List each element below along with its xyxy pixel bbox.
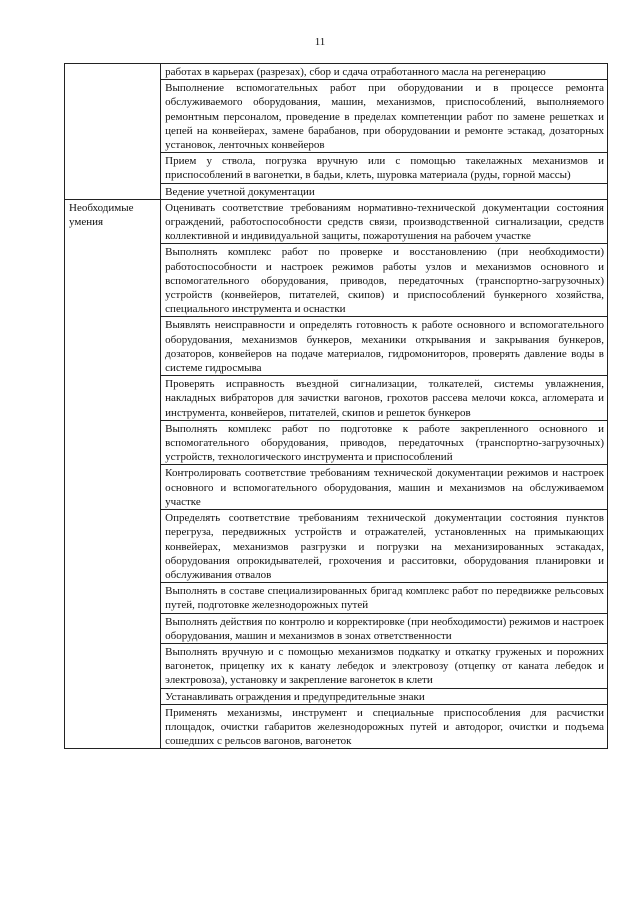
description-text: Выполнять вручную и с помощью механизмов подкатку и откатку груженых и порожних вагонеток, прицепку их к канату лебедок и электровозу (отцепку от каната лебедок и электровоза), установку и закрепление вагонеток в клети bbox=[165, 645, 604, 687]
description-cell bbox=[161, 704, 608, 749]
description-text: Ведение учетной документации bbox=[165, 185, 315, 198]
table-row bbox=[65, 199, 608, 244]
description-text: Устанавливать ограждения и предупредительные знаки bbox=[165, 690, 425, 703]
description-cell bbox=[161, 64, 608, 80]
description-cell bbox=[161, 153, 608, 183]
description-cell bbox=[161, 613, 608, 643]
description-cell bbox=[161, 183, 608, 199]
qualification-table bbox=[64, 63, 608, 749]
description-cell bbox=[161, 317, 608, 376]
description-cell bbox=[161, 80, 608, 153]
description-text: работах в карьерах (разрезах), сбор и сдача отработанного масла на регенерацию bbox=[165, 66, 546, 78]
row-group-label: Необходимые умения bbox=[65, 199, 161, 749]
description-text: Применять механизмы, инструмент и специальные приспособления для расчистки площадок, очистки габаритов железнодорожных путей и автодорог, очистки и подъема сошедших с рельсов вагонов, вагонеток bbox=[165, 706, 604, 748]
description-cell bbox=[161, 376, 608, 421]
description-text: Выполнение вспомогательных работ при оборудовании и в процессе ремонта обслуживаемого оборудования, машин, механизмов, приспособлений, выполняемого ремонтным персоналом, проведение в пределах компетенции работ по замене решетках и цепей на конвейерах, замене барабанов, при оборудовании и ремонте эстакад, дозаторных установок, ленточных конвейеров bbox=[165, 82, 604, 152]
description-cell bbox=[161, 465, 608, 510]
description-cell bbox=[161, 199, 608, 244]
description-text: Выполнять комплекс работ по проверке и восстановлению (при необходимости) работоспособности и настроек режимов работы узлов и механизмов основного и вспомогательного оборудования, приводов, передаточных (транспортно-загрузочных) устройств (конвейеров, питателей, скипов) и приспособлений бункерного хозяйства, специального инструмента и оснастки bbox=[165, 246, 604, 316]
description-text: Контролировать соответствие требованиям технической документации режимов и настроек основного и вспомогательного оборудования, машин и механизмов на обслуживаемом участке bbox=[165, 467, 604, 508]
description-cell bbox=[161, 510, 608, 583]
description-cell bbox=[161, 420, 608, 465]
table-body bbox=[65, 64, 608, 749]
description-text: Прием у ствола, погрузка вручную или с помощью такелажных механизмов и приспособлений в вагонетки, в бадьи, клеть, шуровка материала (руды, горной массы) bbox=[165, 155, 604, 182]
description-cell bbox=[161, 244, 608, 317]
description-text: Выполнять действия по контролю и корректировке (при необходимости) режимов и настроек оборудования, машин и механизмов в зонах ответственности bbox=[165, 615, 604, 642]
description-cell bbox=[161, 688, 608, 704]
description-text: Оценивать соответствие требованиям нормативно-технической документации состояния ограждений, работоспособности средств связи, производственной сигнализации, средств коллективной и индивидуальной защиты, пожаротушения на рабочем участке bbox=[165, 201, 604, 243]
table-row bbox=[65, 64, 608, 80]
description-cell bbox=[161, 583, 608, 613]
description-text: Определять соответствие требованиям технической документации состояния пунктов перегруза, передвижных устройств и отражателей, установленных на примыкающих конвейерах, механизмов разгрузки и погрузки на механизированных эстакадах, оборудования опрокидывателей, грохочения и расситовки, оборудования планировки и обслуживания отвалов bbox=[165, 512, 604, 581]
description-text: Выполнять в составе специализированных бригад комплекс работ по передвижке рельсовых путей, подготовке железнодорожных путей bbox=[165, 585, 604, 612]
description-cell bbox=[161, 643, 608, 688]
page-number: 11 bbox=[314, 36, 326, 48]
description-text: Выполнять комплекс работ по подготовке к работе закрепленного основного и вспомогательного оборудования, приводов, передаточных (транспортно-загрузочных) устройств, технологического инструмента и приспособлений bbox=[165, 422, 604, 464]
row-group-label bbox=[65, 64, 161, 200]
description-text: Выявлять неисправности и определять готовность к работе основного и вспомогательного оборудования, механизмов бункеров, механики открывания и закрывания бункеров, дозаторов, конвейеров на подаче материалов, гидромониторов, проверять давление воды в системе гидросмыва bbox=[165, 319, 604, 375]
description-text: Проверять исправность въездной сигнализации, толкателей, системы увлажнения, накладных вибраторов для зачистки вагонов, грохотов рассева мелочи кокса, агломерата и инструмента, конвейеров, питателей, скипов и решеток бункеров bbox=[165, 378, 604, 419]
